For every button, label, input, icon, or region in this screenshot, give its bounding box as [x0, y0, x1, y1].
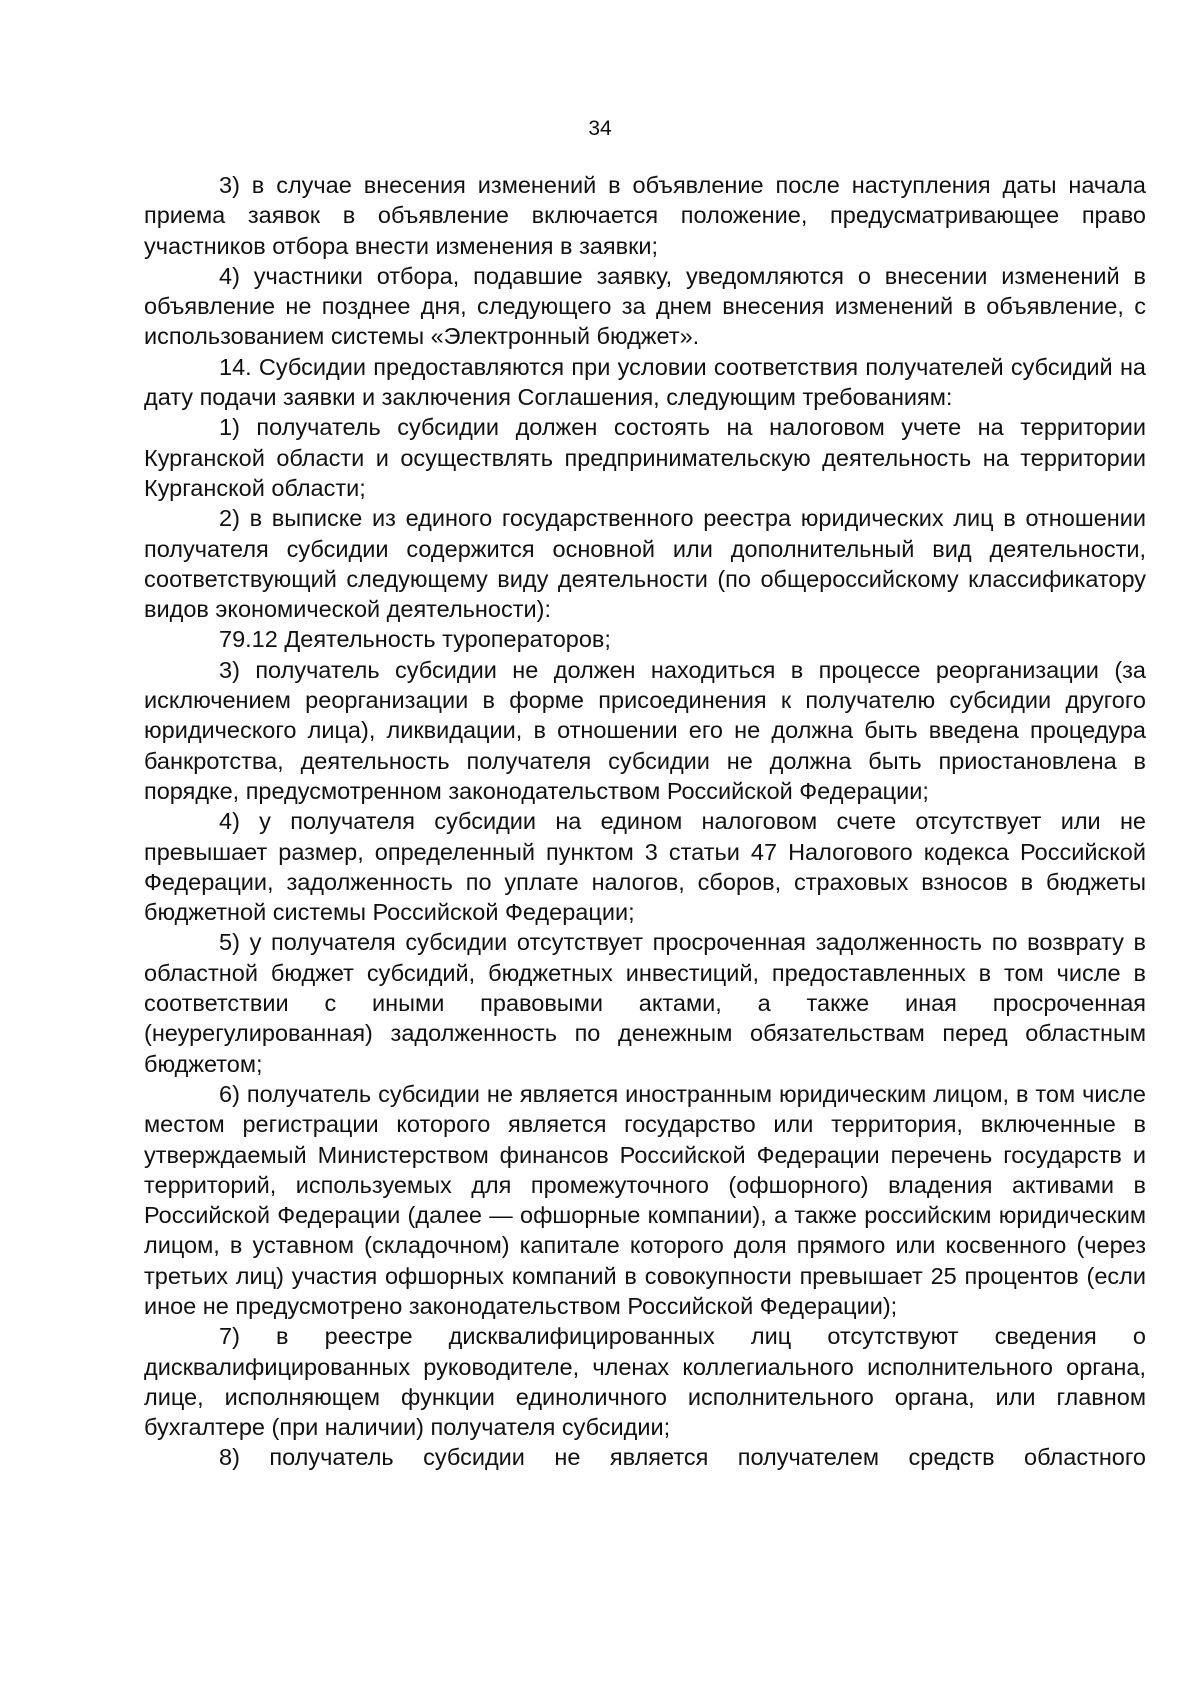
paragraph-item-3-amendments: 3) в случае внесения изменений в объявление после наступления даты начала приема заявок в объявление включается положение, предусматривающее право участников отбора внести изменения в заявки; [144, 172, 1146, 259]
paragraph-requirement-2: 2) в выписке из единого государственного реестра юридических лиц в отношении получателя субсидии содержится основной или дополнительный вид деятельности, соответствующий следующему виду деятельности (по общероссийскому классификатору видов экономической деятельности): [144, 505, 1146, 623]
paragraph-requirement-1: 1) получатель субсидии должен состоять на налоговом учете на территории Курганской области и осуществлять предпринимательскую деятельность на территории Курганской области; [144, 414, 1146, 501]
paragraph-requirement-8: 8) получатель субсидии не является получателем средств областного [219, 1444, 1146, 1471]
paragraph-requirement-7: 7) в реестре дисквалифицированных лиц отсутствуют сведения о дисквалифицированных руководителе, членах коллегиального исполнительного органа, лице, исполняющем функции единоличного исполнительного органа, или главном бухгалтере (при наличии) получателя субсидии; [144, 1323, 1146, 1441]
document-body [144, 170, 1146, 1473]
paragraph-section-14: 14. Субсидии предоставляются при условии соответствия получателей субсидий на дату подачи заявки и заключения Соглашения, следующим требованиям: [144, 353, 1146, 411]
paragraph-item-4-notification: 4) участники отбора, подавшие заявку, уведомляются о внесении изменений в объявление не позднее дня, следующего за днем внесения изменений в объявление, с использованием системы «Электронный бюджет». [144, 262, 1146, 350]
page-number: 34 [588, 117, 612, 140]
paragraph-requirement-6: 6) получатель субсидии не является иностранным юридическим лицом, в том числе местом регистрации которого является государство или территория, включенные в утверждаемый Министерством финансов Российской Федерации перечень государств и территорий, используемых для промежуточного (офшорного) владения активами в Российской Федерации (далее — офшорные компании), а также российским юридическим лицом, в уставном (складочном) капитале которого доля прямого или косвенного (через третьих лиц) участия офшорных компаний в совокупности превышает 25 процентов (если иное не предусмотрено законодательством Российской Федерации); [144, 1080, 1146, 1319]
paragraph-okved-code: 79.12 Деятельность туроператоров; [219, 626, 611, 653]
paragraph-requirement-5: 5) у получателя субсидии отсутствует просроченная задолженность по возврату в областной бюджет субсидий, бюджетных инвестиций, предоставленных в том числе в соответствии с иными правовыми актами, а также иная просроченная (неурегулированная) задолженность по денежным обязательствам перед областным бюджетом; [144, 929, 1146, 1077]
paragraph-requirement-4: 4) у получателя субсидии на едином налоговом счете отсутствует или не превышает размер, определенный пунктом 3 статьи 47 Налогового кодекса Российской Федерации, задолженность по уплате налогов, сборов, страховых взносов в бюджеты бюджетной системы Российской Федерации; [144, 808, 1146, 926]
paragraph-requirement-3: 3) получатель субсидии не должен находиться в процессе реорганизации (за исключением реорганизации в форме присоединения к получателю субсидии другого юридического лица), ликвидации, в отношении его не должна быть введена процедура банкротства, деятельность получателя субсидии не должна быть приостановлена в порядке, предусмотренном законодательством Российской Федерации; [144, 656, 1146, 804]
